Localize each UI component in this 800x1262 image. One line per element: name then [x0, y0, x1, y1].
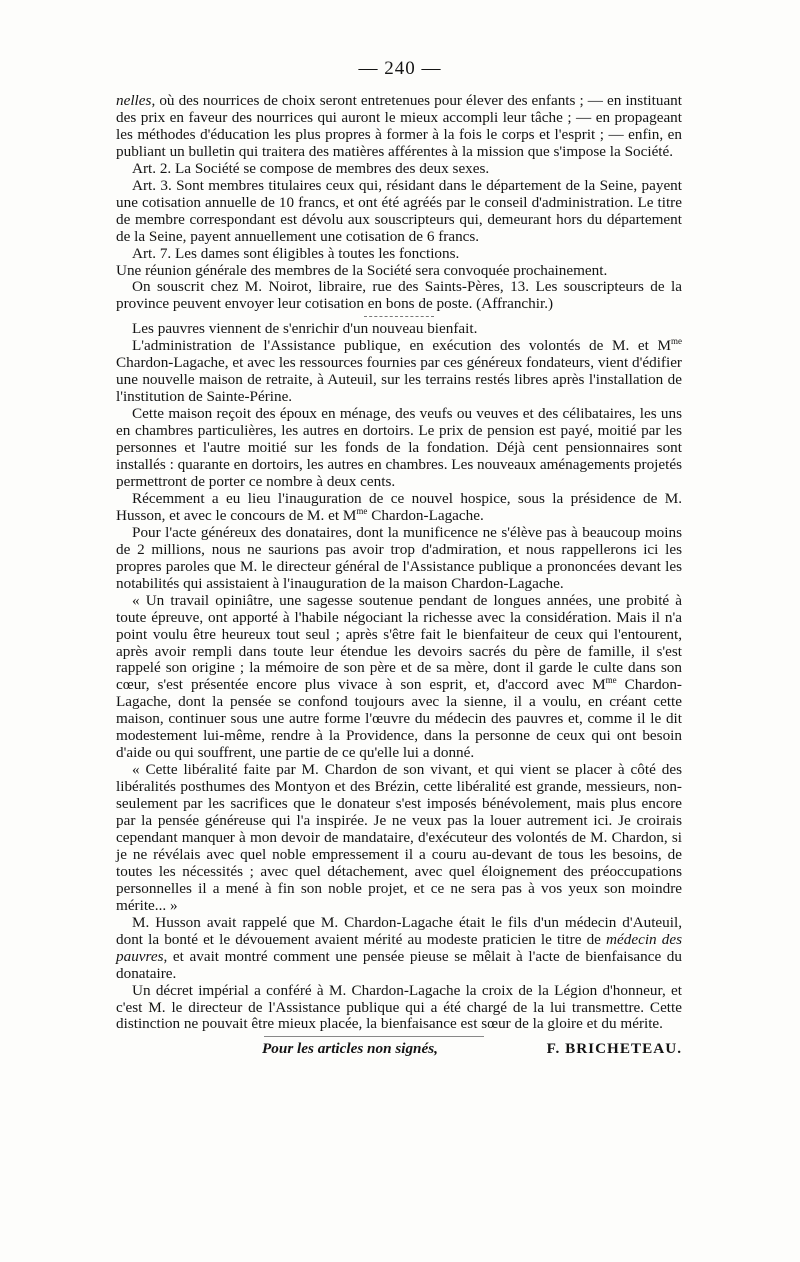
- signature-line: [116, 1040, 682, 1058]
- signature-rule: [264, 1036, 484, 1037]
- paragraph-art-2: Art. 2. La Société se compose de membres des deux sexes.: [132, 159, 490, 177]
- paragraph-maison: Cette maison reçoit des époux en ménage, des veufs ou veuves et des célibataires, les uns en chambres particulières, les autres en dortoirs. Le prix de pension est payé, moitié par les personnes et l'autre moitié sur les fonds de la fondation. Déjà cent pensionnaires sont installés : quarante en dortoirs, les autres en chambres. Les nouveaux aménagements projetés permettront de porter ce nombre à deux cents.: [116, 405, 682, 490]
- paragraph-quote-travail: « Un travail opiniâtre, une sagesse soutenue pendant de longues années, une probité à toute épreuve, ont apporté à l'habile négociant la richesse avec la considération. Mais il n'a point voulu être heureux tout seul ; après s'être fait le bienfaiteur de ceux qui l'entourent, après avoir rempli dans toute leur étendue les devoirs sacrés du père de famille, il s'est rappelé son origine ; la mémoire de son père et de sa mère, dont il garde le culte dans son cœur, s'est présentée encore plus vivace à son esprit, et, d'accord avec $M^{me}$ Chardon-Lagache, dont la pensée se confond toujours avec la sienne, il a voulu, en créant cette maison, continuer sous une autre forme l'œuvre du médecin des pauvres et, comme il le dit modestement lui-même, rendre à la Providence, dans la personne de ceux qui ont besoin d'aide ou qui souffrent, une partie de ce qu'elle lui a donné.: [116, 591, 682, 762]
- paragraph-decret: Un décret impérial a conféré à M. Chardon-Lagache la croix de la Légion d'honneur, et c'est M. le directeur de l'Assistance publique qui a été chargé de la lui transmettre. Cette distinction ne pouvait être mieux placée, la bienfaisance est sœur de la gloire et du mérite.: [116, 981, 682, 1033]
- article-body: [116, 93, 682, 1058]
- italic-phrase: médecin des pauvres: [116, 930, 682, 965]
- paragraph-statutes-intro: nelles, où des nourrices de choix seront entretenues pour élever des enfants ; — en instituant des prix en faveur des nourrices qui auront le mieux accompli leur tâche ; — en propageant les méthodes d'éducation les plus propres à former à la fois le corps et l'esprit ; — enfin, en publiant un bulletin qui traitera des matières afférentes à la mission que s'impose la Société.: [116, 92, 682, 160]
- page-number: — 240 —: [358, 58, 442, 79]
- paragraph-inauguration: Récemment a eu lieu l'inauguration de ce nouvel hospice, sous la présidence de M. Husson, et avec le concours de M. et $M^{me}$ Chardon-Lagache.: [116, 489, 682, 524]
- section-separator: [364, 316, 434, 317]
- paragraph-art-3: Art. 3. Sont membres titulaires ceux qui, résidant dans le département de la Seine, payent une cotisation annuelle de 10 francs, et ont été agréés par le conseil d'administration. Le titre de membre correspondant est dévolu aux souscripteurs qui, demeurant hors du département de la Seine, payent annuellement une cotisation de 6 francs.: [116, 176, 682, 245]
- paragraph-art-7: Art. 7. Les dames sont éligibles à toutes les fonctions.: [132, 244, 460, 262]
- paragraph-reunion: Une réunion générale des membres de la Société sera convoquée prochainement.: [116, 261, 608, 279]
- paragraph-administration: L'administration de l'Assistance publique, en exécution des volontés de M. et $M^{me}$ Chardon-Lagache, et avec les ressources fournies par ces généreux fondateurs, vient d'édifier une nouvelle maison de retraite, à Auteuil, sur les terrains restés libres après l'installation de l'institution de Sainte-Périne.: [116, 336, 682, 406]
- paragraph-quote-liberalite: « Cette libéralité faite par M. Chardon de son vivant, et qui vient se placer à côté des libéralités posthumes des Montyon et des Brézin, cette libéralité est grande, messieurs, non-seulement par les sacrifices que le donateur s'est imposés bénévolement, mais plus encore par la pensée généreuse qui l'a inspirée. Je ne veux pas la louer autrement ici. Je croirais cependant manquer à mon devoir de mandataire, d'exécuteur des volontés de M. Chardon, si je ne révélais avec quel noble empressement il a couru au-devant de tous les besoins, de toutes les nécessités ; avec quel détachement, avec quel éloignement des préoccupations personnelles il a mené à fin son noble projet, et ce ne sera pas à vos yeux son moindre mérite... »: [116, 761, 682, 914]
- paragraph-acte-genereux: Pour l'acte généreux des donataires, dont la munificence ne s'élève pas à beaucoup moins de 2 millions, nous ne saurions pas avoir trop d'admiration, et nous rappellerons ici les propres paroles que M. le directeur général de l'Assistance publique a prononcées devant les notabilités qui assistaient à l'inauguration de la maison Chardon-Lagache.: [116, 523, 682, 592]
- paragraph-pauvres: Les pauvres viennent de s'enrichir d'un nouveau bienfait.: [132, 320, 478, 338]
- author-signature: F. BRICHETEAU.: [546, 1040, 682, 1058]
- paragraph-subscription: On souscrit chez M. Noirot, libraire, rue des Saints-Pères, 13. Les souscripteurs de la province peuvent envoyer leur cotisation en bons de poste. (Affranchir.): [116, 278, 682, 313]
- italic-word: nelles: [116, 92, 152, 109]
- footer-note: Pour les articles non signés,: [262, 1040, 438, 1058]
- paragraph-husson: M. Husson avait rappelé que M. Chardon-Lagache était le fils d'un médecin d'Auteuil, dont la bonté et le dévouement avaient mérité au modeste praticien le titre de médecin des pauvres, et avait montré comment une pensée pieuse se mêlait à l'acte de bienfaisance du donataire.: [116, 913, 682, 982]
